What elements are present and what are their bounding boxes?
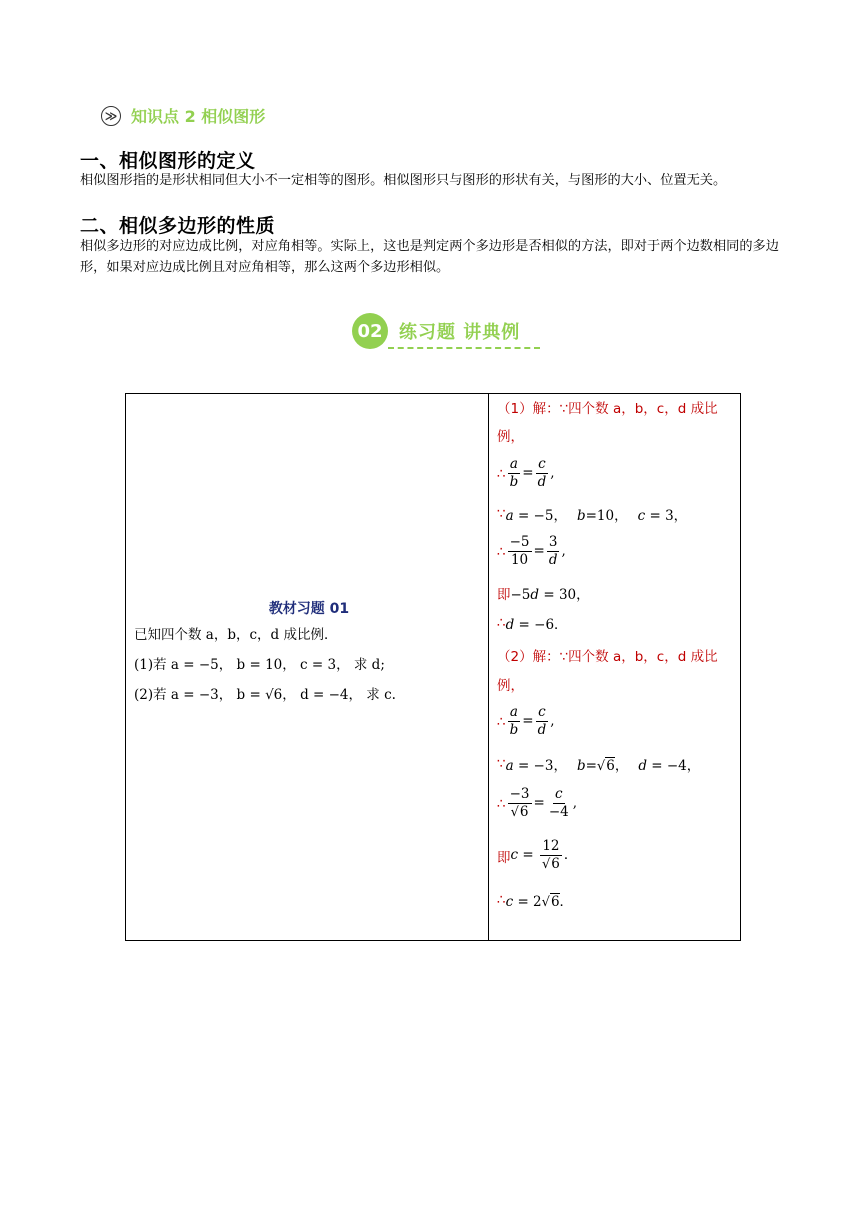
exercise-part2: (2)若 a = −3， b = √6， d = −4， 求 c.: [134, 687, 396, 703]
solution-step-given-1: ∵ a = −5， b=10， c = 3，: [497, 506, 688, 524]
solution-part2-header-cont: 例，: [497, 678, 524, 694]
exercise-title: 教材习题 01: [268, 601, 350, 617]
section-heading-properties: 二、相似多边形的性质: [80, 215, 276, 237]
solution-step-result-1: ∴ d = −6．: [497, 615, 568, 633]
solution-step-eq-2: 即 c = $\frac{12}{√6}$ ．: [497, 838, 578, 872]
solution-step-result-2: ∴ c = 2√6．: [497, 892, 574, 910]
banner-underline: [388, 347, 540, 349]
exercise-part1: (1)若 a = −5， b = 10， c = 3， 求 d;: [134, 657, 385, 673]
section-text-properties: 相似多边形的对应边成比例，对应角相等。实际上，这也是判定两个多边形是否相似的方法，即对于两个边数相同的多边形，如果对应边成比例且对应角相等，那么这两个多边形相似。: [80, 239, 779, 275]
banner-title: 练习题 讲典例: [399, 322, 521, 343]
section-heading-definition: 一、相似图形的定义: [80, 150, 256, 172]
exercise-table: [125, 393, 741, 941]
solution-step-sub-2: ∴ $\frac{-3}{√6}$ = $\frac{c}{-4}$ ,: [497, 786, 578, 820]
question-cell: [134, 598, 484, 712]
exercise-intro: 已知四个数 a，b，c，d 成比例．: [134, 627, 338, 643]
knowledge-point-label: 知识点 2 相似图形: [131, 107, 266, 126]
solution-step-eq-1: 即 −5d = 30，: [497, 587, 590, 603]
solution-part2-header: （2）解：∵四个数 a，b，c，d 成比: [497, 649, 718, 665]
section-text-definition: 相似图形指的是形状相同但大小不一定相等的图形。相似图形只与图形的形状有关，与图形的大小、位置无关。: [80, 173, 727, 188]
double-chevron-circle-icon: ≫: [101, 106, 121, 126]
solution-step-ratio-2: ∴ $\frac{a}{b}$ = $\frac{c}{d}$ ,: [497, 704, 555, 738]
solution-step-given-2: ∵ a = −3， b=√6， d = −4，: [497, 756, 701, 774]
solution-step-ratio-1: ∴ $\frac{a}{b}$ = $\frac{c}{d}$ ,: [497, 456, 555, 490]
solution-step-sub-1: ∴ $\frac{-5}{10}$ = $\frac{3}{d}$ ,: [497, 534, 566, 568]
practice-banner: [352, 313, 542, 351]
solution-part1-header: （1）解：∵四个数 a，b，c，d 成比: [497, 401, 718, 417]
knowledge-point-heading: [101, 104, 265, 127]
banner-number: 02: [352, 313, 388, 349]
table-divider: [488, 394, 489, 940]
solution-part1-header-cont: 例，: [497, 429, 524, 445]
